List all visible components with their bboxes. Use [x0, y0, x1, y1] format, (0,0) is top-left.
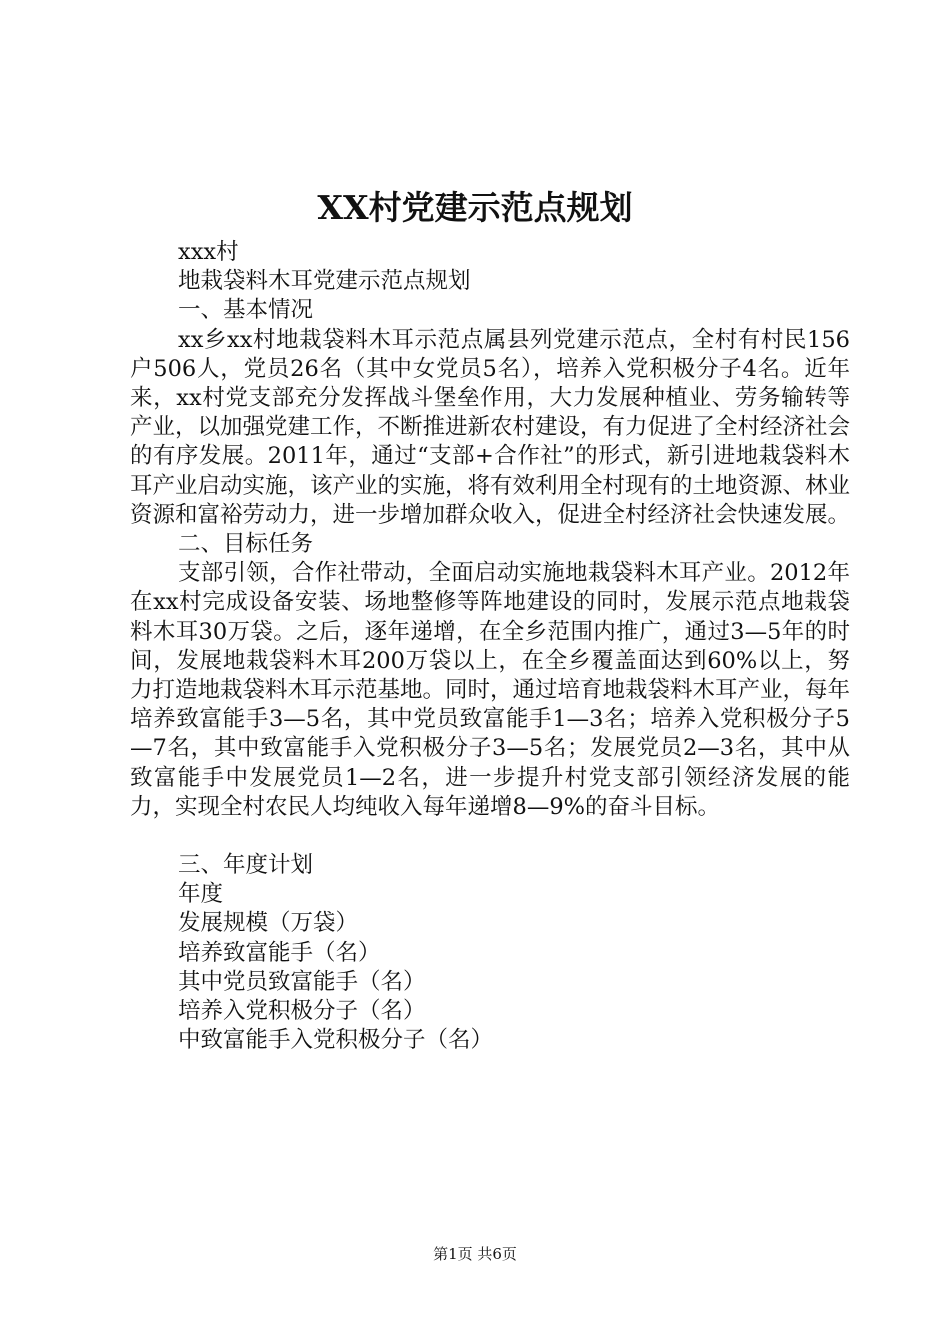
- village-name: xxx村: [178, 239, 239, 265]
- plan-row-wealth-leaders: 培养致富能手（名）: [178, 939, 381, 966]
- section-paragraph-goals: 支部引领，合作社带动，全面启动实施地栽袋料木耳产业。2012年在xx村完成设备安装、场地整修等阵地建设的同时，发展示范点地栽袋料木耳30万袋。之后，逐年递增，在全乡范围内推广，通过3—5年的时间，发展地栽袋料木耳200万袋以上，在全乡覆盖面达到60%以上，努力打造地栽袋料木耳示范基地。同时，通过培育地栽袋料木耳产业，每年培养致富能手3—5名，其中党员致富能手1—3名；培养入党积极分子5—7名，其中致富能手入党积极分子3—5名；发展党员2—3名，其中从致富能手中发展党员1—2名，进一步提升村党支部引领经济发展的能力，实现全村农民人均纯收入每年递增8—9%的奋斗目标。: [130, 560, 851, 820]
- paragraph-gap: [130, 822, 850, 851]
- document-body: [130, 238, 850, 1055]
- plan-row-activists: 培养入党积极分子（名）: [178, 998, 426, 1025]
- plan-subtitle: 地栽袋料木耳党建示范点规划: [178, 268, 471, 295]
- section-paragraph-basic: xx乡xx村地栽袋料木耳示范点属县列党建示范点，全村有村民156户506人，党员26名（其中女党员5名），培养入党积极分子4名。近年来，xx村党支部充分发挥战斗堡垒作用，大力发展种植业、劳务输转等产业，以加强党建工作，不断推进新农村建设，有力促进了全村经济社会的有序发展。2011年，通过“支部+合作社”的形式，新引进地栽袋料木耳产业启动实施，该产业的实施，将有效利用全村现有的土地资源、林业资源和富裕劳动力，进一步增加群众收入，促进全村经济社会快速发展。: [130, 326, 851, 528]
- page-number: 第1页 共6页: [433, 1245, 517, 1263]
- plan-row-party-wealth-leaders: 其中党员致富能手（名）: [178, 968, 426, 995]
- document-title: XX村党建示范点规划: [317, 188, 633, 227]
- section-heading-plan: 三、年度计划: [178, 852, 314, 879]
- plan-row-scale: 发展规模（万袋）: [178, 910, 359, 937]
- plan-row-year: 年度: [178, 881, 224, 908]
- section-heading-basic: 一、基本情况: [178, 297, 314, 324]
- section-heading-goals: 二、目标任务: [178, 531, 314, 558]
- plan-row-wealth-activists: 中致富能手入党积极分子（名）: [178, 1027, 494, 1054]
